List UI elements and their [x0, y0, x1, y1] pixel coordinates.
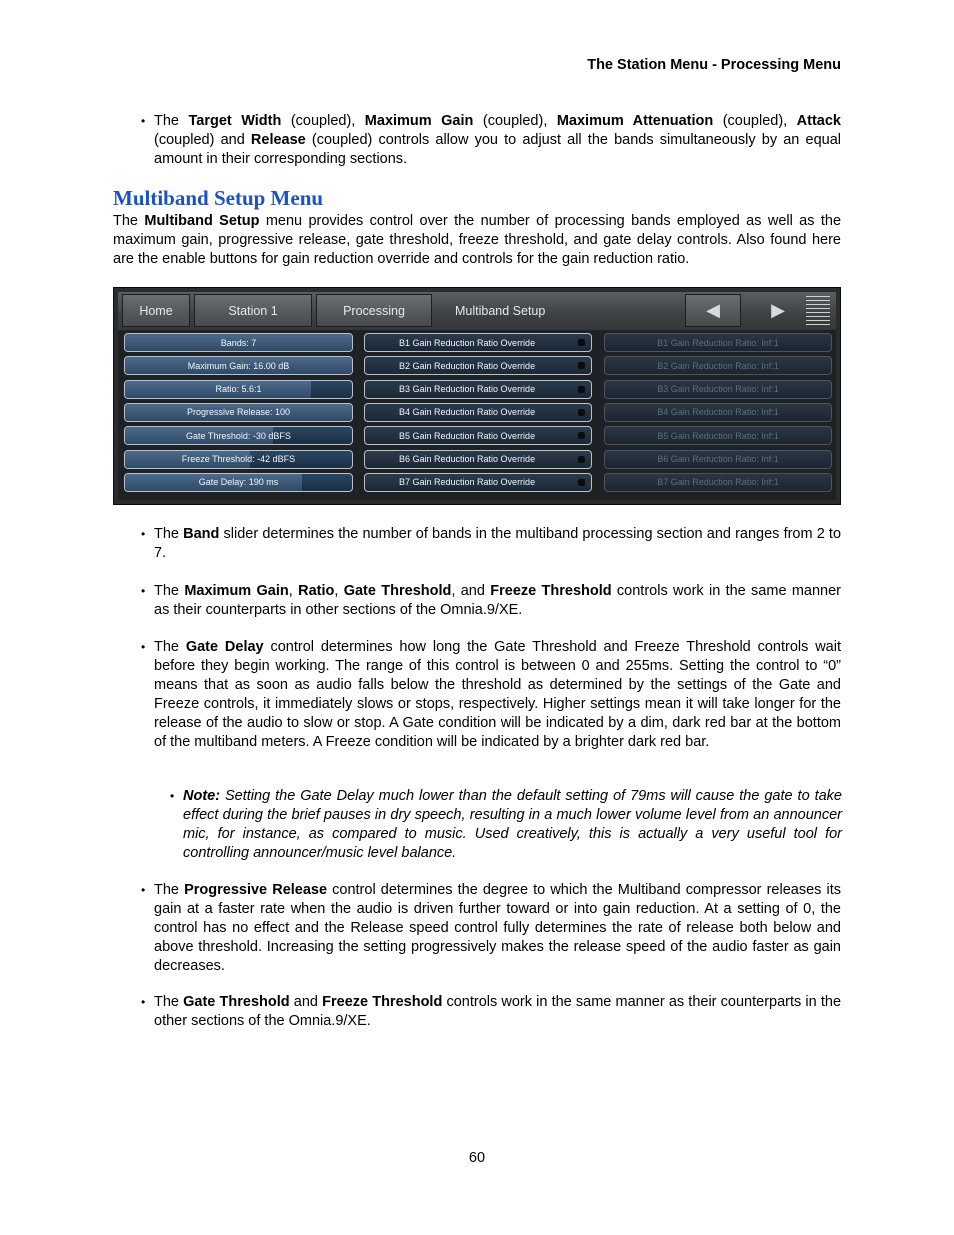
slider-control[interactable] — [124, 473, 353, 492]
bullet-dot-icon: • — [141, 584, 146, 598]
override-toggle[interactable] — [364, 380, 592, 399]
bullet-thresholds — [141, 993, 842, 1031]
bullet-text: The Progressive Release control determines the degree to which the Multiband compressor releases its gain at a faster rate when the audio is driven further toward or into gain reduction. At a setting of 0, the control has no effect and the Release speed control fully determines the rate of release both below and above threshold. Increasing the setting progressively makes the release speed of the audio faster as gain decreases. — [154, 882, 841, 974]
override-label: B7 Gain Reduction Ratio Override — [399, 477, 536, 488]
controls-grid — [118, 330, 836, 500]
slider-control[interactable] — [124, 403, 353, 422]
note-text: Note: Setting the Gate Delay much lower than the default setting of 79ms will cause the gate to take effect during the brief pauses in dry speech, resulting in a much lower volume level from an announcer mic, for instance, as compared to music. Used creatively, this is actually a very useful tool for controlling announcer/music level balance. — [183, 788, 842, 861]
bullet-max-gain — [141, 582, 842, 620]
led-indicator-icon — [578, 386, 585, 393]
navigation-bar — [118, 292, 836, 330]
ratio-label: B6 Gain Reduction Ratio: Inf:1 — [657, 454, 779, 464]
tab-processing[interactable]: Processing — [316, 294, 432, 327]
bullet-text: The Gate Delay control determines how long the Gate Threshold and Freeze Threshold controls wait before they begin working. The range of this control is between 0 and 255ms. Setting the control to “0” means that as soon as audio falls below the threshold as determined by the settings of the Gate and Freeze controls, it immediately slows or stops, respectively. Higher settings mean it will take longer for the release of the audio to slow or stop. A Gate condition will be indicated by a dim, dark red bar at the bottom of the multiband meters. A Freeze condition will be indicated by a brighter dark red bar. — [154, 639, 841, 750]
bullet-dot-icon: • — [170, 789, 175, 803]
running-header: The Station Menu - Processing Menu — [587, 57, 841, 73]
override-label: B6 Gain Reduction Ratio Override — [399, 454, 536, 464]
override-label: B5 Gain Reduction Ratio Override — [399, 430, 536, 441]
bullet-gate-delay — [141, 638, 841, 752]
override-label: B3 Gain Reduction Ratio Override — [399, 384, 536, 395]
bullet-text: The Band slider determines the number of bands in the multiband processing section and ranges from 2 to 7. — [154, 526, 842, 561]
note-gate-delay — [170, 787, 842, 863]
bullet-dot-icon: • — [141, 640, 146, 654]
led-indicator-icon — [578, 456, 585, 463]
bullet-progressive-release — [141, 881, 841, 976]
led-indicator-icon — [578, 339, 585, 346]
ratio-label: B1 Gain Reduction Ratio: Inf:1 — [657, 337, 779, 348]
override-label: B1 Gain Reduction Ratio Override — [399, 337, 536, 348]
override-toggle[interactable] — [364, 426, 592, 445]
override-toggle[interactable] — [364, 450, 592, 469]
ratio-slider-disabled — [604, 380, 832, 399]
ratio-slider-disabled — [604, 450, 832, 469]
bullet-dot-icon: • — [141, 114, 146, 128]
override-toggle[interactable] — [364, 333, 592, 352]
ratio-label: B2 Gain Reduction Ratio: Inf:1 — [657, 360, 779, 371]
ratio-label: B4 Gain Reduction Ratio: Inf:1 — [657, 407, 779, 418]
ratio-slider-disabled — [604, 333, 832, 352]
bullet-text: The Target Width (coupled), Maximum Gain (coupled), Maximum Attenuation (coupled), Attack (coupled) and Release (coupled) controls allow you to adjust all the bands simultaneously by an equal amount in their corresponding sections. — [154, 113, 841, 167]
slider-label: Gate Delay: 190 ms — [198, 477, 279, 488]
slider-label: Maximum Gain: 16.00 dB — [187, 360, 290, 371]
slider-label: Freeze Threshold: -42 dBFS — [181, 454, 296, 464]
override-toggle[interactable] — [364, 473, 592, 492]
arrow-right-icon[interactable]: ▶ — [771, 300, 785, 320]
bullet-text: The Maximum Gain, Ratio, Gate Threshold, and Freeze Threshold controls work in the same manner as their counterparts in other sections of the Omnia.9/XE. — [154, 583, 842, 618]
slider-control[interactable] — [124, 426, 353, 445]
bullet-band — [141, 525, 842, 563]
ratio-label: B3 Gain Reduction Ratio: Inf:1 — [657, 384, 779, 395]
override-label: B4 Gain Reduction Ratio Override — [399, 407, 536, 418]
multiband-setup-screenshot — [113, 287, 841, 505]
ratio-slider-disabled — [604, 403, 832, 422]
slider-control[interactable] — [124, 333, 353, 352]
tab-station-1[interactable]: Station 1 — [194, 294, 312, 327]
ratio-slider-disabled — [604, 473, 832, 492]
led-indicator-icon — [578, 362, 585, 369]
intro-paragraph: The Multiband Setup menu provides control over the number of processing bands employed as well as the maximum gain, progressive release, gate threshold, freeze threshold, and gate delay controls. Also found here are the enable buttons for gain reduction override and controls for the gain reduction ratio. — [113, 213, 842, 267]
page-number: 60 — [468, 1150, 486, 1166]
slider-control[interactable] — [124, 450, 353, 469]
override-toggle[interactable] — [364, 403, 592, 422]
section-heading: Multiband Setup Menu — [113, 186, 324, 210]
tab-home[interactable]: Home — [122, 294, 190, 327]
arrow-left-icon[interactable]: ◀ — [685, 294, 741, 327]
led-indicator-icon — [578, 409, 585, 416]
override-label: B2 Gain Reduction Ratio Override — [399, 360, 536, 371]
slider-label: Bands: 7 — [220, 337, 257, 348]
slider-control[interactable] — [124, 356, 353, 375]
ratio-label: B5 Gain Reduction Ratio: Inf:1 — [657, 430, 779, 441]
slider-control[interactable] — [124, 380, 353, 399]
bullet-text: The Gate Threshold and Freeze Threshold controls work in the same manner as their counterparts in the other sections of the Omnia.9/XE. — [154, 994, 842, 1029]
menu-lines-icon[interactable] — [806, 296, 830, 326]
tab-multiband-setup[interactable]: Multiband Setup — [455, 303, 546, 318]
led-indicator-icon — [578, 479, 585, 486]
ratio-label: B7 Gain Reduction Ratio: Inf:1 — [657, 477, 779, 488]
bullet-coupled-controls — [141, 112, 841, 169]
ratio-slider-disabled — [604, 356, 832, 375]
bullet-dot-icon: • — [141, 883, 146, 897]
slider-label: Progressive Release: 100 — [186, 407, 291, 418]
ratio-slider-disabled — [604, 426, 832, 445]
override-toggle[interactable] — [364, 356, 592, 375]
bullet-dot-icon: • — [141, 995, 146, 1009]
led-indicator-icon — [578, 432, 585, 439]
slider-label: Ratio: 5.6:1 — [215, 384, 262, 395]
bullet-dot-icon: • — [141, 527, 146, 541]
slider-label: Gate Threshold: -30 dBFS — [186, 430, 291, 441]
